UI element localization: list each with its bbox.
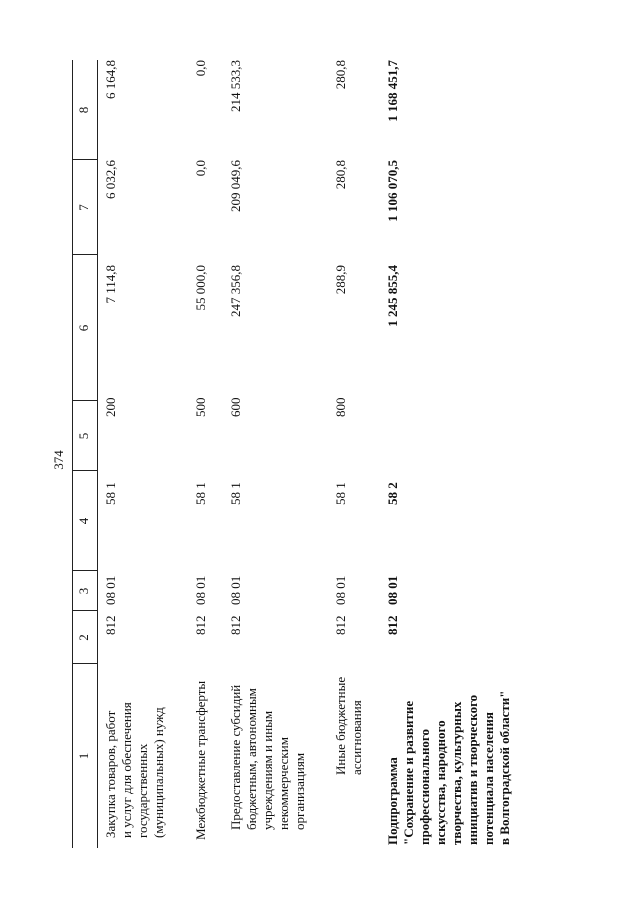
table-cell: 812 bbox=[228, 615, 243, 635]
table-cell: 209 049,6 bbox=[228, 160, 243, 212]
table-cell: 800 bbox=[333, 397, 348, 417]
column-header: 8 bbox=[76, 106, 91, 114]
table-row-name: Подпрограмма "Сохранение и развитие профессионального искусства, народного творчества, культурных инициатив и творческого потенциала населения в Волгоградской области" bbox=[385, 690, 512, 845]
table-cell: 280,8 bbox=[333, 160, 348, 190]
table-cell: 1 106 070,5 bbox=[385, 160, 400, 222]
column-header: 4 bbox=[76, 517, 91, 525]
table-cell: 812 bbox=[333, 615, 348, 635]
table-cell: 58 2 bbox=[385, 482, 400, 505]
column-header: 1 bbox=[76, 752, 91, 760]
table-cell: 08 01 bbox=[333, 575, 348, 605]
table-cell: 08 01 bbox=[228, 575, 243, 605]
column-header: 7 bbox=[76, 204, 91, 211]
table-cell: 812 bbox=[193, 615, 208, 635]
table-row-name: Предоставление субсидий бюджетным, автономным учреждениям и иным некоммерческим организациям bbox=[228, 684, 307, 830]
table-cell: 280,8 bbox=[333, 60, 348, 90]
column-header: 5 bbox=[76, 432, 91, 440]
table-row-name: Закупка товаров, работ и услуг для обеспечения государственных (муниципальных) нужд bbox=[103, 702, 166, 838]
column-header: 6 bbox=[76, 324, 91, 332]
column-header: 2 bbox=[76, 634, 91, 641]
page-number: 374 bbox=[51, 450, 66, 470]
table-row-name: Межбюджетные трансферты bbox=[193, 680, 208, 840]
table-cell: 1 168 451,7 bbox=[385, 60, 400, 122]
table-cell: 200 bbox=[103, 397, 118, 417]
table-cell: 08 01 bbox=[385, 575, 400, 605]
table-cell: 58 1 bbox=[228, 482, 243, 505]
table-cell: 6 032,6 bbox=[103, 160, 118, 199]
table-cell: 58 1 bbox=[103, 482, 118, 505]
table-cell: 0,0 bbox=[193, 60, 208, 77]
header-bottom-border bbox=[97, 60, 98, 848]
table-cell: 812 bbox=[103, 615, 118, 635]
table-cell: 247 356,8 bbox=[228, 265, 243, 317]
table-top-border bbox=[72, 60, 73, 848]
table-cell: 1 245 855,4 bbox=[385, 265, 400, 327]
table-cell: 0,0 bbox=[193, 160, 208, 177]
table-cell: 500 bbox=[193, 397, 208, 417]
table-cell: 08 01 bbox=[193, 575, 208, 605]
table-cell: 214 533,3 bbox=[228, 60, 243, 112]
table-cell: 812 bbox=[385, 615, 400, 635]
table-cell: 08 01 bbox=[103, 575, 118, 605]
table-cell: 58 1 bbox=[193, 482, 208, 505]
column-header: 3 bbox=[76, 587, 91, 595]
table-cell: 6 164,8 bbox=[103, 60, 118, 99]
table-cell: 600 bbox=[228, 397, 243, 417]
table-cell: 288,9 bbox=[333, 265, 348, 295]
table-row-name: Иные бюджетные ассигнования bbox=[333, 676, 364, 775]
table-cell: 58 1 bbox=[333, 482, 348, 505]
table-cell: 55 000,0 bbox=[193, 265, 208, 311]
table-cell: 7 114,8 bbox=[103, 265, 118, 304]
